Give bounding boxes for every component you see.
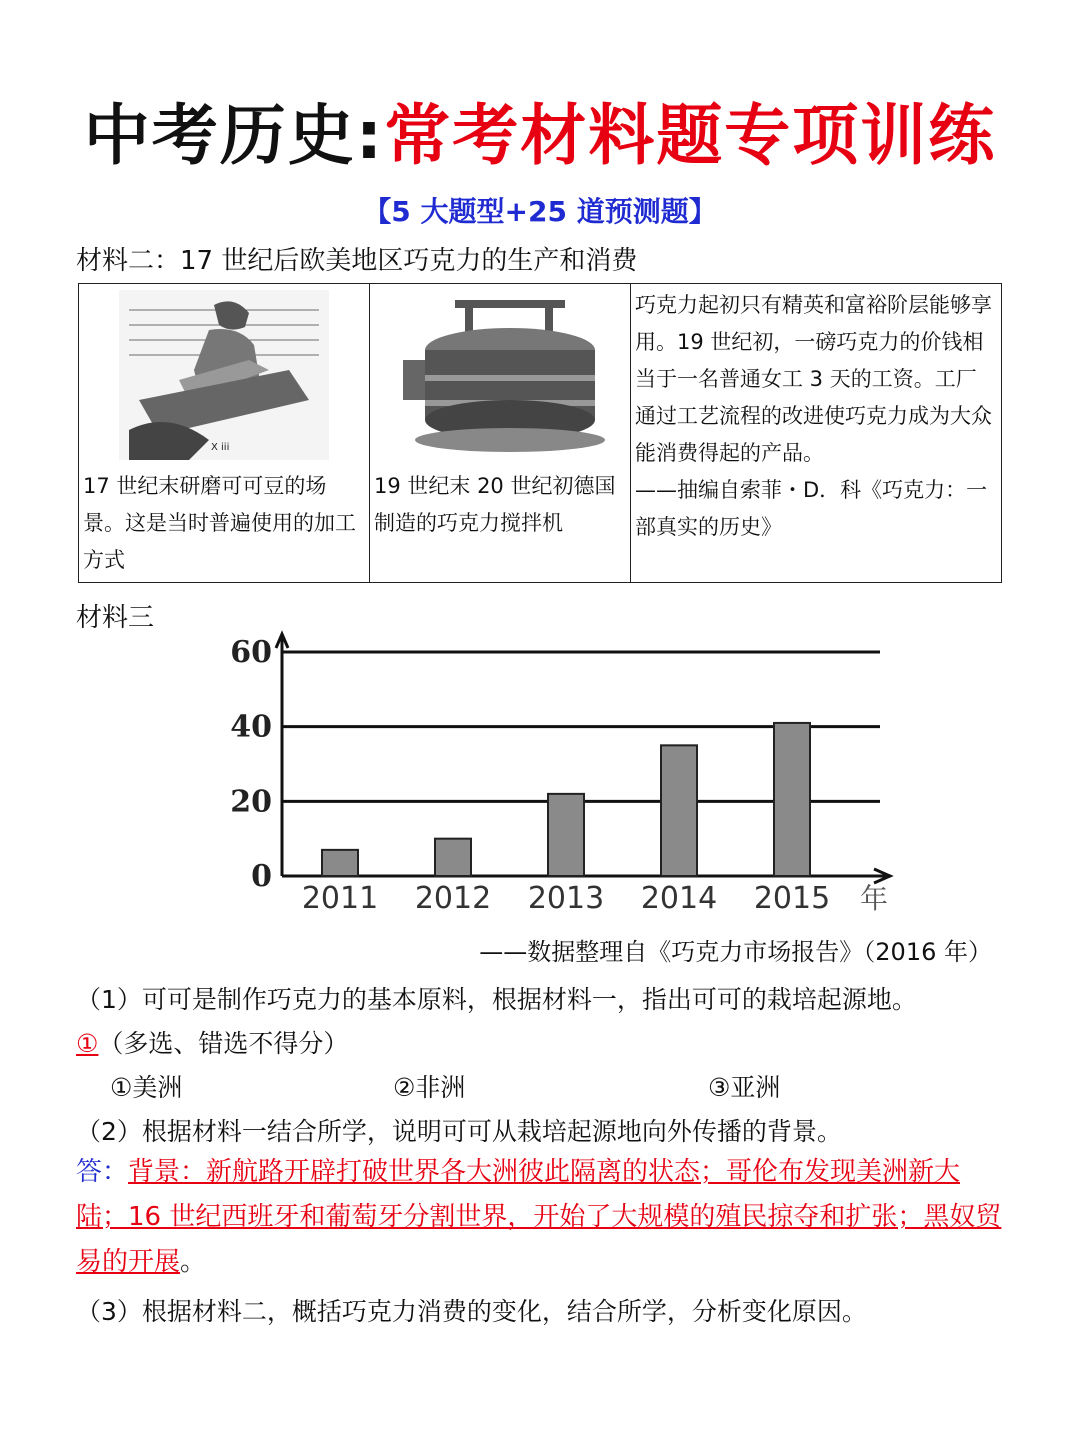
- bar-chart-svg: [220, 630, 900, 920]
- question-1-answer: ①: [76, 1029, 99, 1058]
- material2-text: 巧克力起初只有精英和富裕阶层能够享用。19 世纪初，一磅巧克力的价钱相当于一名普通女工 3 天的工资。工厂通过工艺流程的改进使巧克力成为大众能消费得起的产品。: [635, 293, 992, 465]
- subtitle: 【5 大题型+25 道预测题】: [363, 195, 717, 228]
- material2-label: 材料二：17 世纪后欧美地区巧克力的生产和消费: [76, 246, 638, 276]
- material3-label: 材料三: [76, 603, 155, 633]
- y-tick-label-60: 60: [230, 635, 272, 670]
- x-tick-label-2014: 2014: [640, 881, 718, 916]
- svg-text:X iii: X iii: [211, 442, 230, 453]
- material2-source: ——抽编自索菲・D．科《巧克力：一部真实的历史》: [635, 478, 988, 539]
- bar-chart: [220, 630, 900, 924]
- question-1: （1）可可是制作巧克力的基本原料，根据材料一，指出可可的栽培起源地。: [76, 985, 917, 1014]
- x-tick-label-2013: 2013: [527, 881, 605, 916]
- question-2: （2）根据材料一结合所学，说明可可从栽培起源地向外传播的背景。: [76, 1117, 842, 1146]
- title-part2: 常考材料题专项训练: [384, 97, 997, 174]
- question-3: （3）根据材料二，概括巧克力消费的变化，结合所学，分析变化原因。: [76, 1297, 867, 1326]
- image-label: [211, 442, 229, 453]
- answer-text: 背景：新航路开辟打破世界各大洲彼此隔离的状态；哥伦布发现美洲新大陆；16 世纪西班牙和葡萄牙分割世界，开始了大规模的殖民掠夺和扩张；黑奴贸易的开展: [76, 1157, 1002, 1277]
- material2-table: [78, 283, 1002, 583]
- answer-end: 。: [180, 1247, 207, 1277]
- material2-caption-2: 19 世纪末 20 世纪初德国制造的巧克力搅拌机: [374, 474, 616, 535]
- chocolate-mixer-illustration: [395, 290, 605, 460]
- bar-2012: [435, 839, 471, 876]
- bar-2014: [661, 745, 697, 876]
- question-2-answer: [76, 1150, 1011, 1285]
- cocoa-grinding-illustration: [119, 290, 329, 460]
- option-1: ①美洲: [110, 1073, 183, 1102]
- bar-2011: [322, 850, 358, 876]
- title-part1: 中考历史:: [83, 97, 385, 174]
- bar-2013: [548, 794, 584, 876]
- answer-lead: 答：: [76, 1157, 129, 1187]
- option-3: ③亚洲: [708, 1073, 781, 1102]
- bar-2015: [774, 723, 810, 876]
- x-axis-label: 年: [860, 882, 889, 915]
- material2-cell-1: [79, 284, 370, 583]
- y-tick-label-20: 20: [230, 784, 272, 820]
- y-tick-label-0: 0: [251, 859, 272, 894]
- question-1-note: （多选、错选不得分）: [98, 1029, 349, 1058]
- option-2: ②非洲: [393, 1073, 466, 1102]
- x-tick-label-2015: 2015: [753, 881, 831, 916]
- x-tick-label-2012: 2012: [414, 881, 492, 916]
- page-title: [0, 82, 1080, 177]
- question-1-answer-line: [76, 1024, 348, 1060]
- material2-cell-3: [631, 284, 1002, 583]
- material3-source: ——数据整理自《巧克力市场报告》（2016 年）: [479, 938, 992, 966]
- material2-caption-1: 17 世纪末研磨可可豆的场景。这是当时普遍使用的加工方式: [83, 474, 356, 572]
- x-tick-label-2011: 2011: [301, 881, 379, 916]
- material2-cell-2: [370, 284, 631, 583]
- y-tick-label-40: 40: [230, 709, 272, 745]
